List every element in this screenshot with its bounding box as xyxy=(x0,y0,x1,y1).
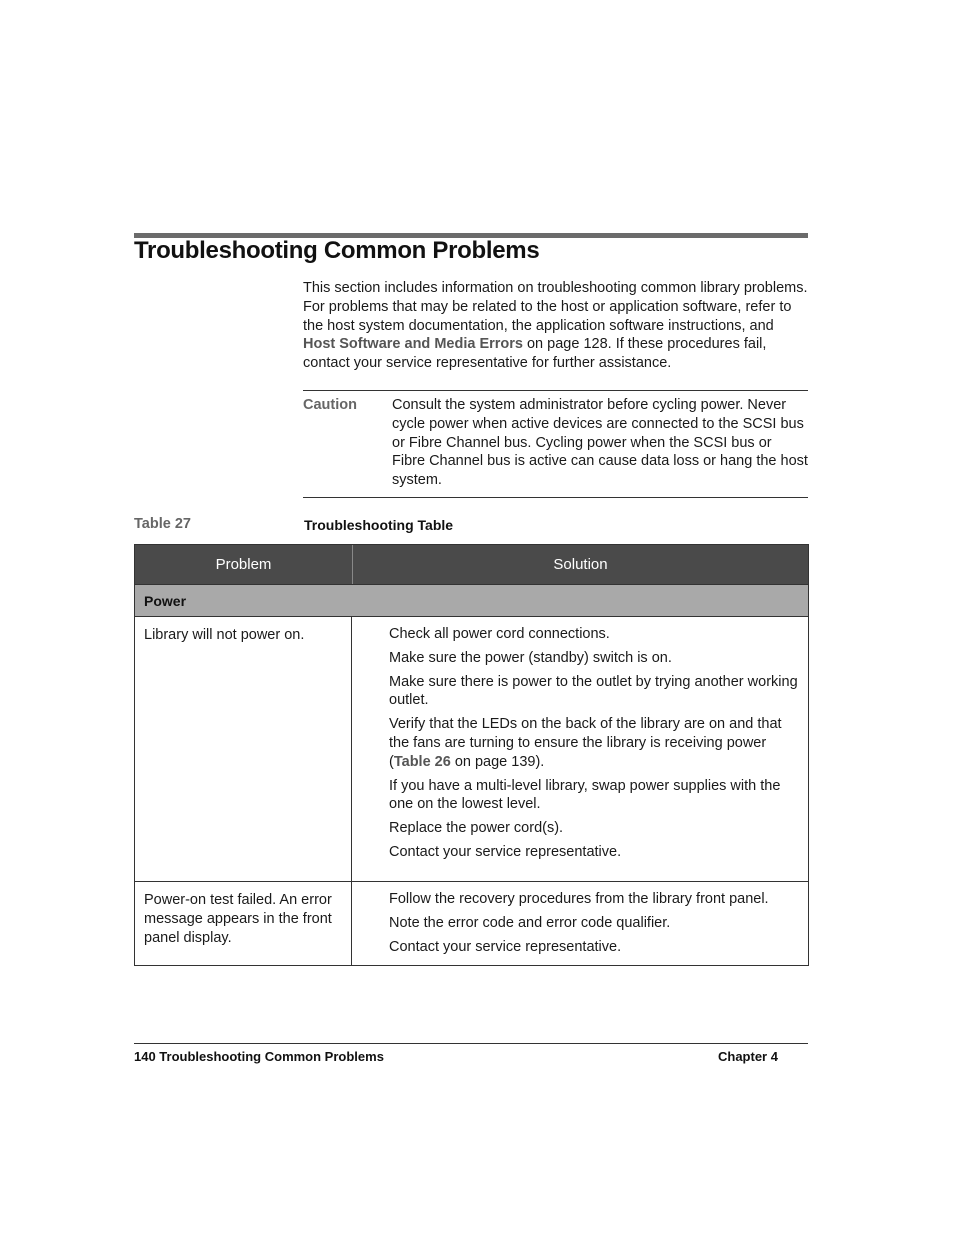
caution-label: Caution xyxy=(303,397,357,413)
table-row xyxy=(135,617,808,882)
intro-text-after: on page 128. If these procedures fail, contact your service representative for further assistance. xyxy=(303,336,767,372)
troubleshooting-table xyxy=(134,544,809,966)
problem-cell: Library will not power on. xyxy=(135,617,352,881)
solution-item: Make sure there is power to the outlet by trying another working outlet. xyxy=(389,673,798,709)
table-header-row xyxy=(135,545,808,584)
section-row-power: Power xyxy=(135,584,808,617)
solution-item: Contact your service representative. xyxy=(389,843,622,860)
solution-item: If you have a multi-level library, swap power supplies with the one on the lowest level. xyxy=(389,777,781,813)
problem-cell: Power-on test failed. An error message appears in the front panel display. xyxy=(135,882,352,965)
solution-item: Replace the power cord(s). xyxy=(389,820,564,837)
solution-cell xyxy=(352,617,808,881)
caution-text: Consult the system administrator before cycling power. Never cycle power when active devices are connected to the SCSI bus or Fibre Channel bus. Cycling power when the SCSI bus or Fibre Channel bus is active can cause data loss or hang the host system. xyxy=(392,397,808,489)
table-title: Troubleshooting Table xyxy=(304,517,454,533)
header-problem: Problem xyxy=(135,545,353,584)
header-solution: Solution xyxy=(553,556,608,573)
footer-chapter: Chapter 4 xyxy=(718,1049,778,1064)
caution-box xyxy=(303,390,808,498)
table-row xyxy=(135,882,808,965)
intro-text-before: This section includes information on troubleshooting common library problems. For problems that may be related to the host or application software, refer to the host system documentation, the application software instructions, and xyxy=(303,280,808,334)
solution-text-after: on page 139). xyxy=(450,753,545,770)
intro-paragraph xyxy=(303,279,808,373)
solution-item-with-ref xyxy=(389,715,798,771)
solution-item: Note the error code and error code qualifier. xyxy=(389,914,671,931)
table-number: Table 27 xyxy=(134,516,191,532)
solution-item: Follow the recovery procedures from the library front panel. xyxy=(389,891,769,907)
solution-cell xyxy=(352,882,808,965)
footer-page-info: 140 Troubleshooting Common Problems xyxy=(134,1049,384,1064)
page-title: Troubleshooting Common Problems xyxy=(134,237,540,264)
solution-text: Verify that the LEDs on the back of the library are on and that the fans are turning to ensure the library is receiving power ( xyxy=(389,716,782,770)
solution-item: Contact your service representative. xyxy=(389,938,622,955)
footer-rule xyxy=(134,1043,808,1044)
solution-item: Make sure the power (standby) switch is on. xyxy=(389,649,672,666)
table-26-link[interactable]: Table 26 xyxy=(393,753,451,770)
solution-item: Check all power cord connections. xyxy=(389,626,610,642)
host-software-errors-link[interactable]: Host Software and Media Errors xyxy=(303,336,523,353)
